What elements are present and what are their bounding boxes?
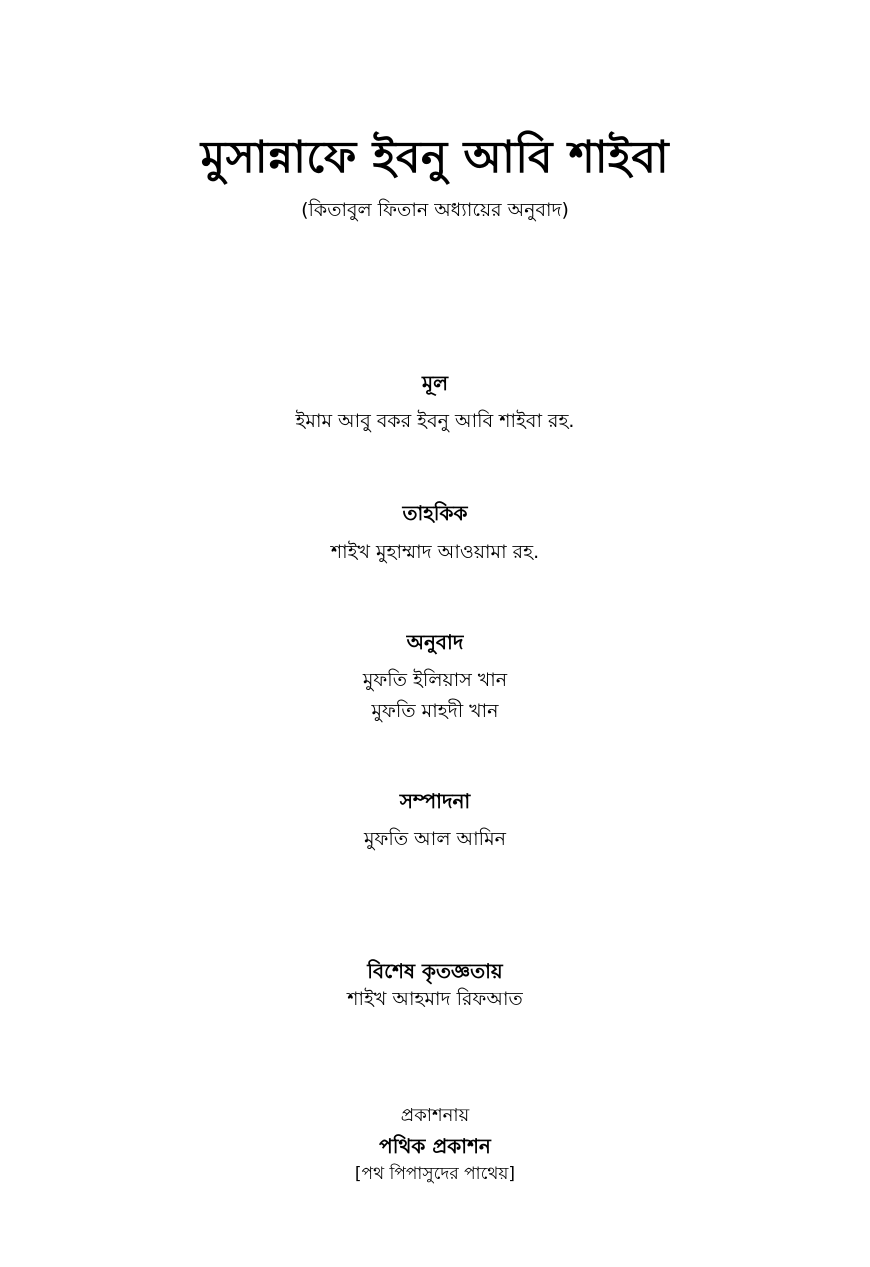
gratitude-name: শাইখ আহমাদ রিফআত [347,988,523,1010]
book-subtitle: (কিতাবুল ফিতান অধ্যায়ের অনুবাদ) [301,199,569,221]
original-author-name: ইমাম আবু বকর ইবনু আবি শাইবা রহ. [295,410,575,432]
translator-name-1: মুফতি ইলিয়াস খান [362,669,508,691]
editing-heading: সম্পাদনা [399,789,471,813]
translation-heading: অনুবাদ [406,630,464,654]
translator-name-2: মুফতি মাহদী খান [371,700,499,722]
tahqiq-name: শাইখ মুহাম্মাদ আওয়ামা রহ. [330,541,540,563]
publisher-label: প্রকাশনায় [400,1105,470,1126]
tahqiq-heading: তাহকিক [402,501,468,525]
editor-name: মুফতি আল আমিন [363,828,506,850]
book-title: মুসান্নাফে ইবনু আবি শাইবা [200,132,670,183]
original-author-heading: মূল [421,371,448,395]
publisher-name: পথিক প্রকাশন [379,1134,491,1158]
publisher-tagline: [পথ পিপাসুদের পাথেয়] [354,1164,516,1184]
gratitude-heading: বিশেষ কৃতজ্ঞতায় [367,959,503,983]
